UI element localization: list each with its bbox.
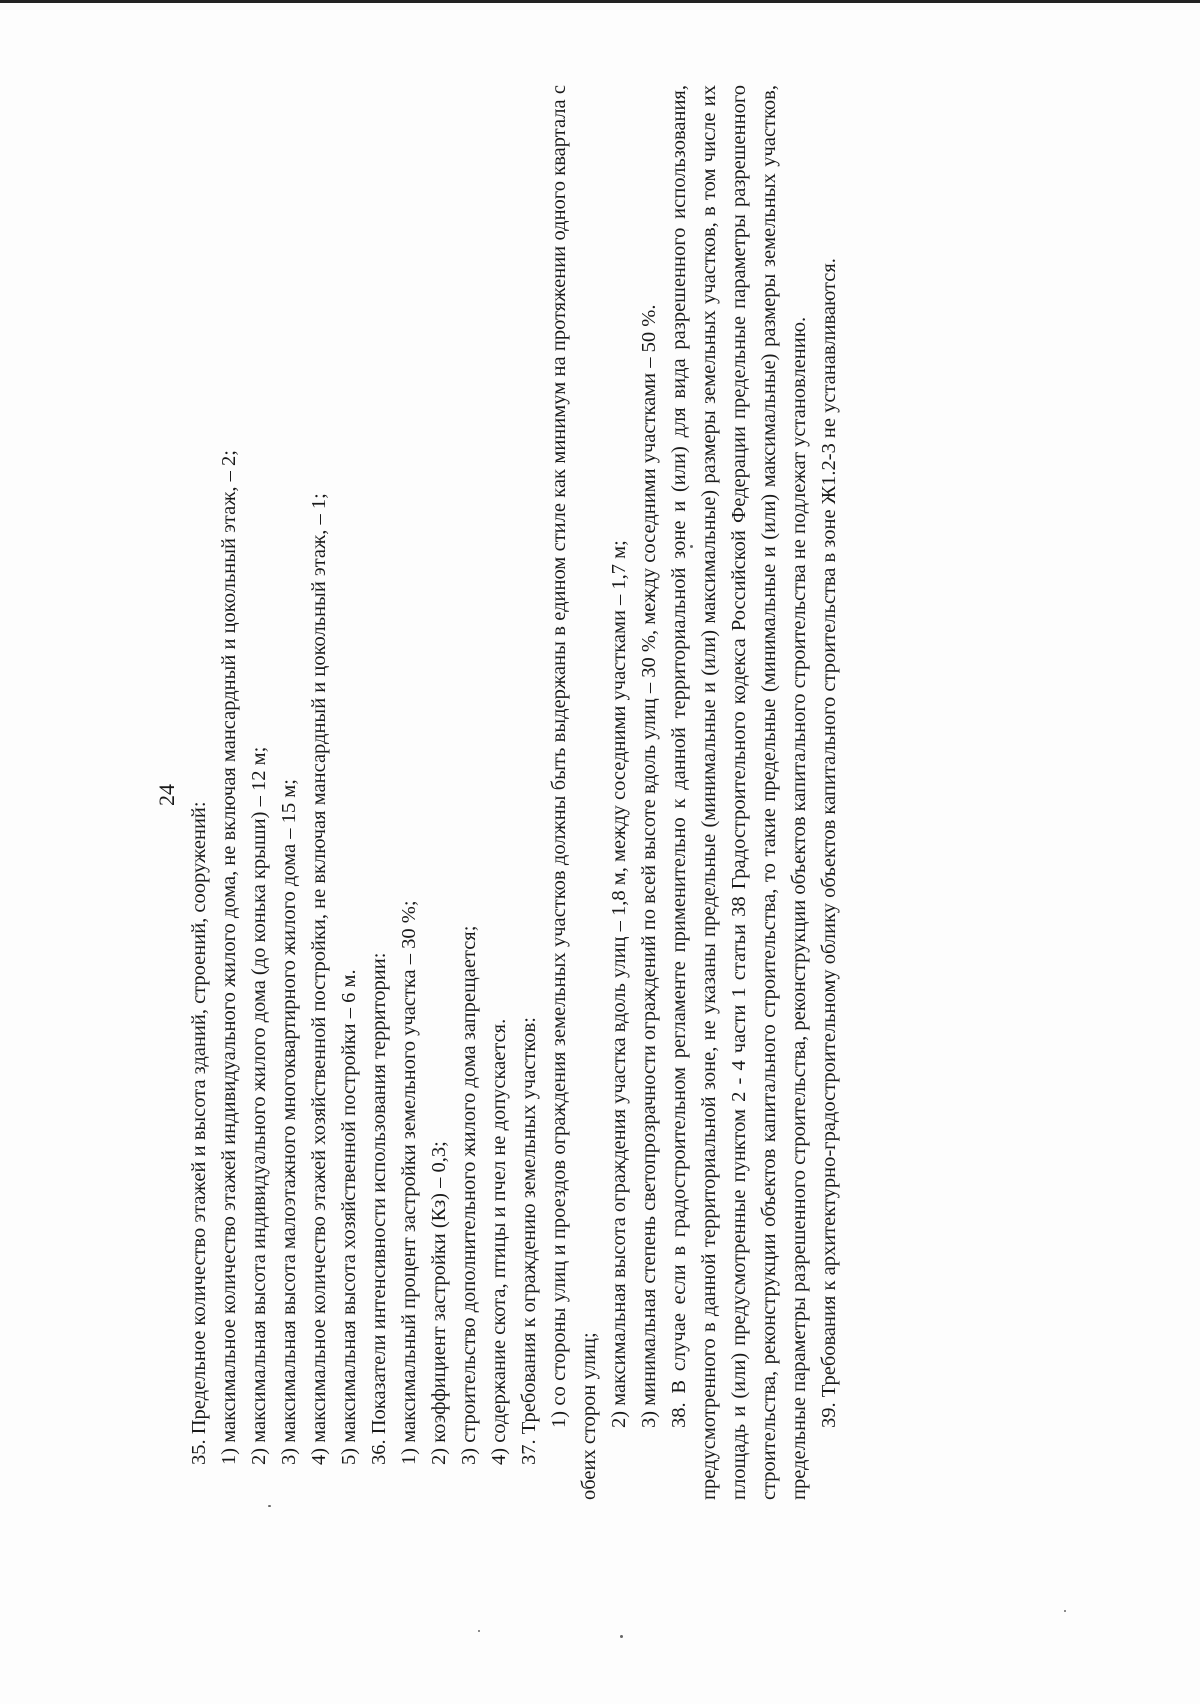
list-item: 3) максимальная высота малоэтажного многоквартирного жилого дома – 15 м; <box>278 779 300 1465</box>
list-item: 1) максимальный процент застройки земельного участка – 30 %; <box>398 900 420 1465</box>
scan-speck <box>620 1635 623 1638</box>
paragraph-37-heading: 37. Требования к ограждению земельных участков: <box>518 1017 540 1465</box>
list-item: 2) максимальная высота индивидуального жилого дома (до конька крыши) – 12 м; <box>248 746 270 1465</box>
list-item: 2) максимальная высота ограждения участка вдоль улиц – 1,8 м, между соседними участками – 1,7 м; <box>608 540 630 1428</box>
scan-top-edge <box>0 0 1200 3</box>
paragraph-38: 38. В случае если в градостроительном регламенте применительно к данной территориальной зоне и (или) для вида разрешенного использования, предусмотренного в данной территориальной зоне, не указаны предельные (минимальные и (или) максимальные) размеры земельных участков, в том числе их площадь и (или) предусмотренные пунктом 2 - 4 части 1 статьи 38 Градостроительного кодекса Российской Федерации предельные параметры разрешенного строительства, реконструкции объектов капитального строительства, то такие предельные (минимальные и (или) максимальные) размеры земельных участков, предельные параметры разрешенного строительства, реконструкции объектов капитального строительства не подлежат установлению. <box>668 85 810 1500</box>
page-number: 24 <box>154 784 179 806</box>
paragraph-35-heading: 35. Предельное количество этажей и высота зданий, строений, сооружений: <box>188 801 210 1465</box>
list-item: 4) максимальное количество этажей хозяйственной постройки, не включая мансардный и цокольный этаж, – 1; <box>308 493 330 1465</box>
list-item: 2) коэффициент застройки (Кз) – 0,3; <box>428 1141 450 1465</box>
document-body <box>184 85 844 1500</box>
list-item: 5) максимальная высота хозяйственной постройки – 6 м. <box>338 969 360 1465</box>
list-item: 4) содержание скота, птицы и пчел не допускается. <box>488 1018 510 1465</box>
list-item: 3) минимальная степень светопрозрачности ограждений по всей высоте вдоль улиц – 30 %, между соседними участками – 50 %. <box>638 304 660 1428</box>
scan-speck <box>478 1630 480 1632</box>
paragraph-36-heading: 36. Показатели интенсивности использования территории: <box>368 952 390 1465</box>
paragraph-39: 39. Требования к архитектурно-градостроительному облику объектов капитального строительства в зоне Ж1.2-3 не устанавливаются. <box>818 258 840 1428</box>
scan-speck <box>1064 1610 1066 1612</box>
list-item: 1) со стороны улиц и проездов ограждения земельных участков должны быть выдержаны в едином стиле как минимум на протяжении одного квартала с обеих сторон улиц; <box>548 85 600 1500</box>
list-item: 3) строительство дополнительного жилого дома запрещается; <box>458 925 480 1465</box>
rotated-document-content <box>150 60 1080 1530</box>
list-item: 1) максимальное количество этажей индивидуального жилого дома, не включая мансардный и цокольный этаж, – 2; <box>218 450 240 1465</box>
